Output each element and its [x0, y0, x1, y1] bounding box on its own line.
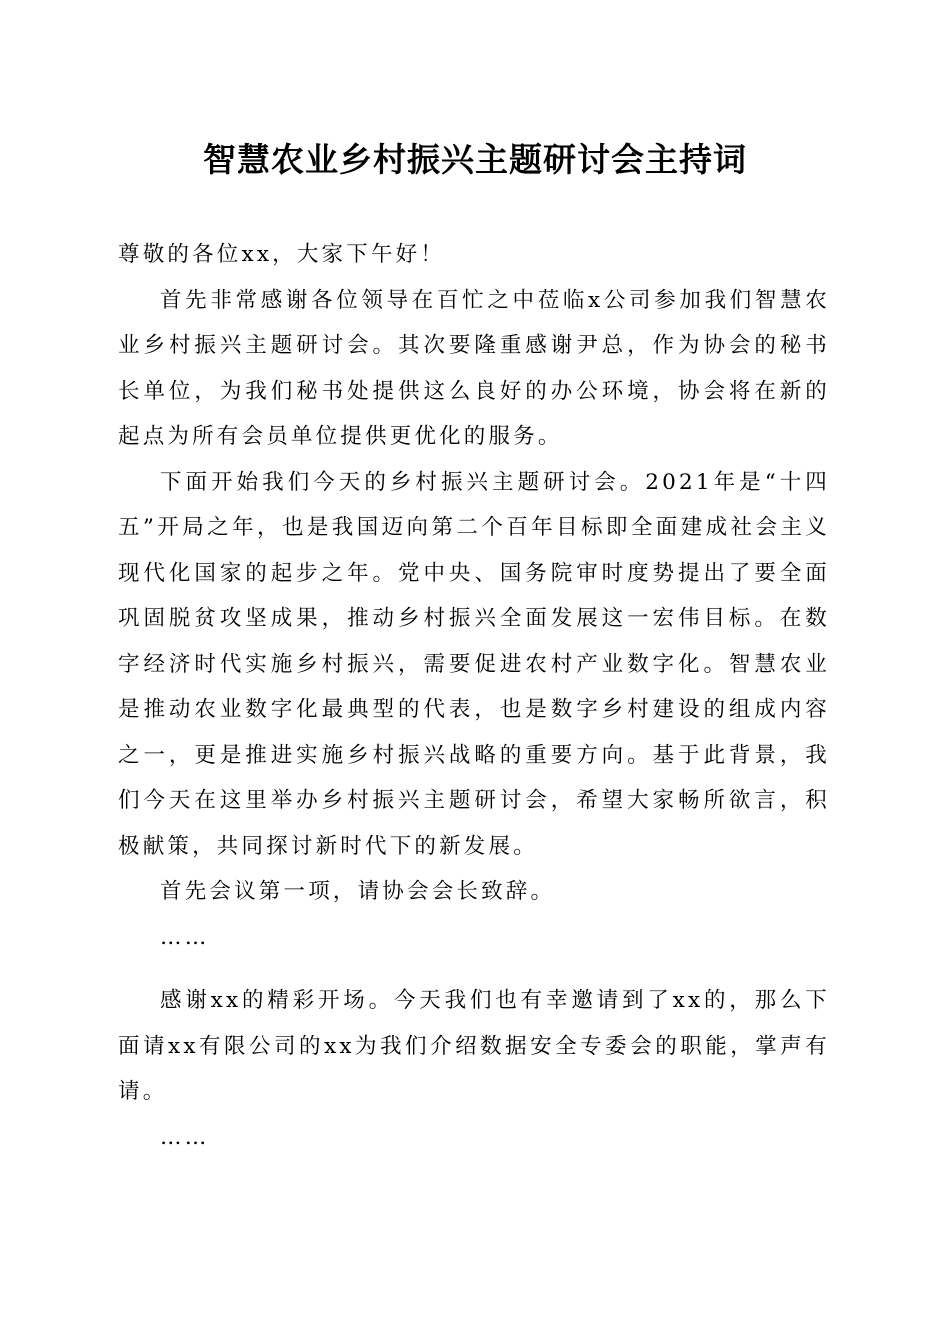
paragraph-introduction: 感谢xx的精彩开场。今天我们也有幸邀请到了xx的，那么下面请xx有限公司的xx为我们介绍数据安全专委会的职能，掌声有请。 [118, 988, 830, 1104]
paragraph-agenda-item-1: 首先会议第一项，请协会会长致辞。 [160, 879, 556, 904]
paragraph-background: 下面开始我们今天的乡村振兴主题研讨会。2021年是“十四五”开局之年，也是我国迈向第二个百年目标即全面建成社会主义现代化国家的起步之年。党中央、国务院审时度势提出了要全面巩固脱贫攻坚成果，推动乡村振兴全面发展这一宏伟目标。在数字经济时代实施乡村振兴，需要促进农村产业数字化。智慧农业是推动农业数字化最典型的代表，也是数字乡村建设的组成内容之一，更是推进实施乡村振兴战略的重要方向。基于此背景，我们今天在这里举办乡村振兴主题研讨会，希望大家畅所欲言，积极献策，共同探讨新时代下的新发展。 [118, 469, 830, 859]
greeting-paragraph: 尊敬的各位xx，大家下午好！ [118, 242, 446, 267]
ellipsis-paragraph: …… [160, 1124, 210, 1150]
ellipsis-paragraph: …… [160, 924, 210, 950]
document-title: 智慧农业乡村振兴主题研讨会主持词 [203, 140, 747, 179]
document-body [118, 232, 830, 1160]
paragraph-thanks: 首先非常感谢各位领导在百忙之中莅临x公司参加我们智慧农业乡村振兴主题研讨会。其次要隆重感谢尹总，作为协会的秘书长单位，为我们秘书处提供这么良好的办公环境，协会将在新的起点为所有会员单位提供更优化的服务。 [118, 287, 830, 449]
